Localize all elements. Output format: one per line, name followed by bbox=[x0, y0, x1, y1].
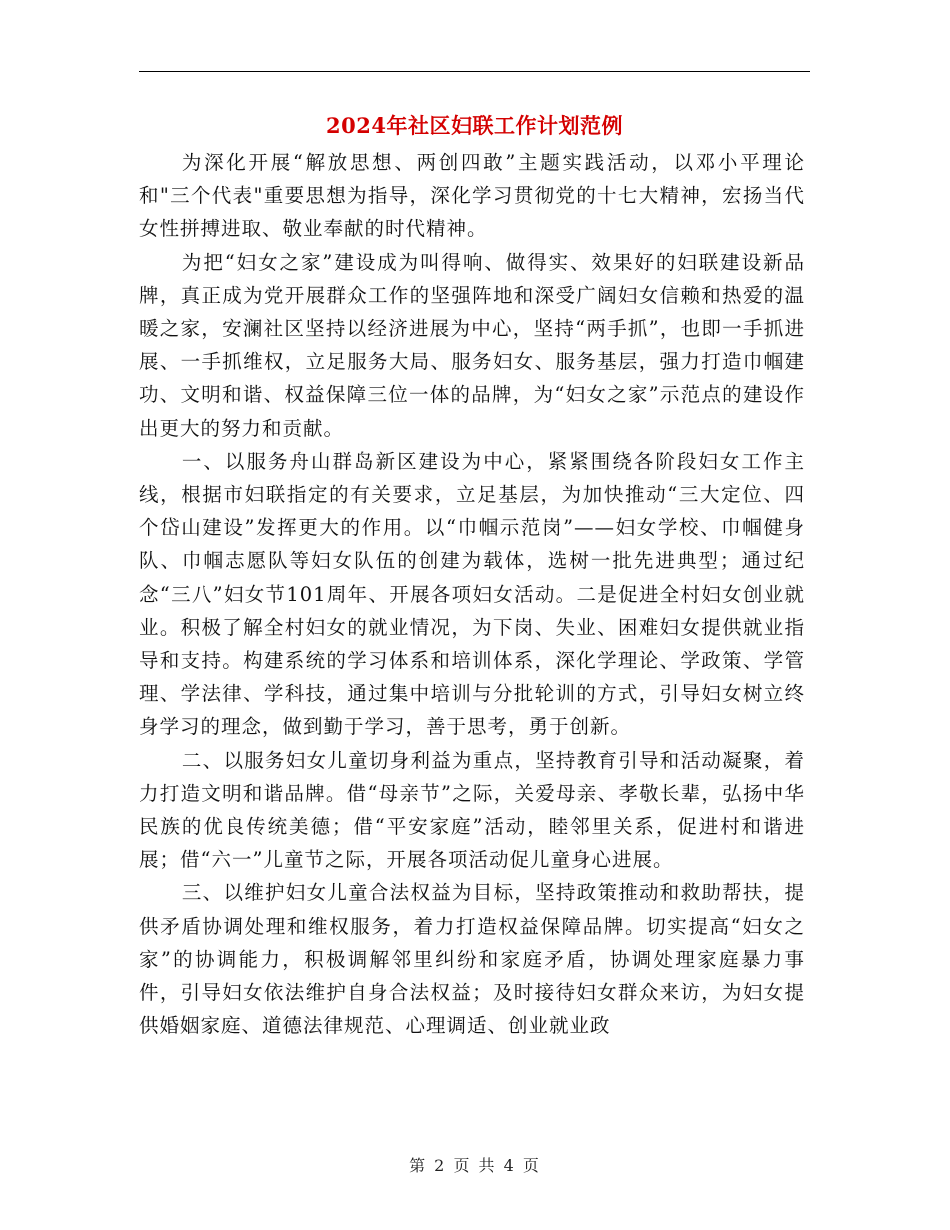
paragraph-brand: 为把“妇女之家”建设成为叫得响、做得实、效果好的妇联建设新品牌，真正成为党开展群众工作的坚强阵地和深受广阔妇女信赖和热爱的温暖之家，安澜社区坚持以经济进展为中心，坚持“两手抓”，也即一手抓进展、一手抓维权，立足服务大局、服务妇女、服务基层，强力打造巾帼建功、文明和谐、权益保障三位一体的品牌，为“妇女之家”示范点的建设作出更大的努力和贡献。 bbox=[139, 250, 805, 440]
header-rule bbox=[139, 71, 810, 72]
paragraph-section-3: 三、以维护妇女儿童合法权益为目标，坚持政策推动和救助帮扶，提供矛盾协调处理和维权服务，着力打造权益保障品牌。切实提高“妇女之家”的协调能力，积极调解邻里纠纷和家庭矛盾，协调处理家庭暴力事件，引导妇女依法维护自身合法权益；及时接待妇女群众来访，为妇女提供婚姻家庭、道德法律规范、心理调适、创业就业政 bbox=[139, 881, 805, 1038]
paragraph-section-1: 一、以服务舟山群岛新区建设为中心，紧紧围绕各阶段妇女工作主线，根据市妇联指定的有关要求，立足基层，为加快推动“三大定位、四个岱山建设”发挥更大的作用。以“巾帼示范岗”——妇女学校、巾帼健身队、巾帼志愿队等妇女队伍的创建为载体，选树一批先进典型；通过纪念“三八”妇女节101周年、开展各项妇女活动。二是促进全村妇女创业就业。积极了解全村妇女的就业情况，为下岗、失业、困难妇女提供就业指导和支持。构建系统的学习体系和培训体系，深化学理论、学政策、学管理、学法律、学科技，通过集中培训与分批轮训的方式，引导妇女树立终身学习的理念，做到勤于学习，善于思考，勇于创新。 bbox=[139, 449, 805, 739]
paragraph-section-2: 二、以服务妇女儿童切身利益为重点，坚持教育引导和活动凝聚，着力打造文明和谐品牌。借“母亲节”之际，关爱母亲、孝敬长辈，弘扬中华民族的优良传统美德；借“平安家庭”活动，睦邻里关系，促进村和谐进展；借“六一”儿童节之际，开展各项活动促儿童身心进展。 bbox=[139, 748, 805, 872]
paragraph-intro: 为深化开展“解放思想、两创四敢”主题实践活动，以邓小平理论和"三个代表"重要思想为指导，深化学习贯彻党的十七大精神，宏扬当代女性拼搏进取、敬业奉献的时代精神。 bbox=[139, 151, 805, 241]
document-body bbox=[139, 146, 805, 1042]
document-title: 2024年社区妇联工作计划范例 bbox=[326, 113, 623, 138]
page-number-footer: 第 2 页 共 4 页 bbox=[409, 1156, 541, 1175]
